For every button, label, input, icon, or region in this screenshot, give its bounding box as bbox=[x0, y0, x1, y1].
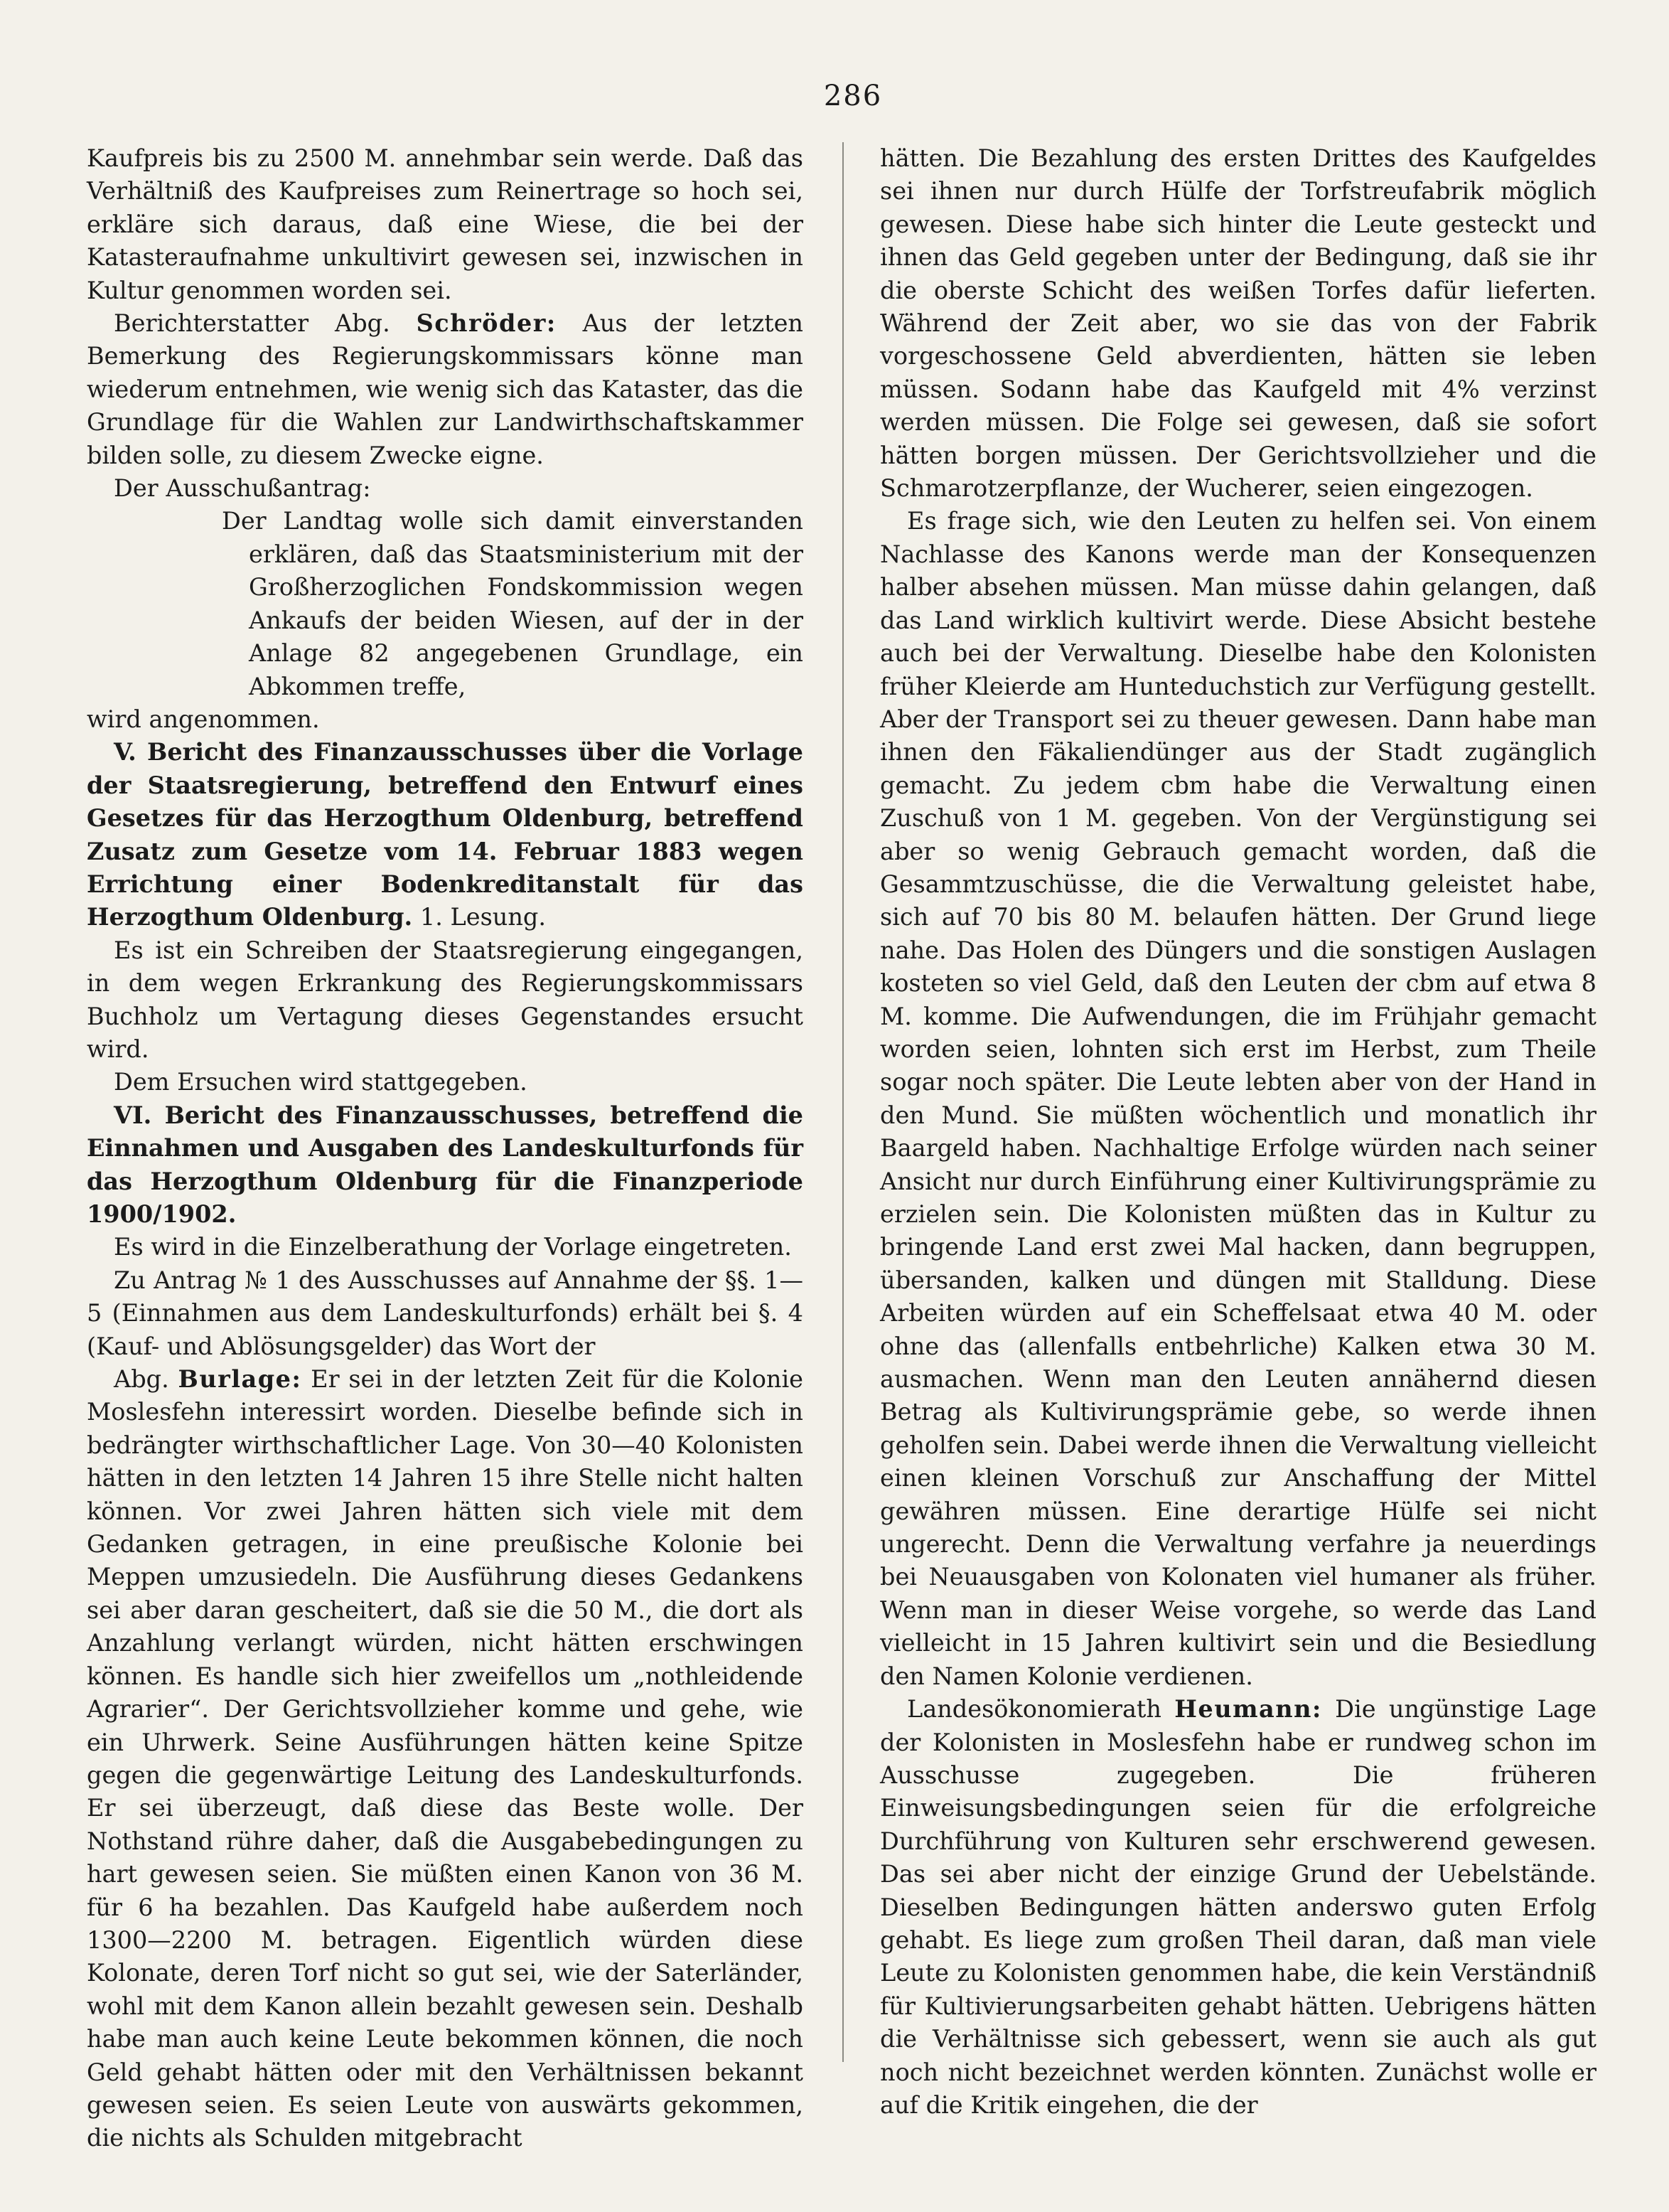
paragraph: Der Ausschußantrag: bbox=[114, 474, 371, 503]
speaker-name: Burlage: bbox=[178, 1365, 302, 1394]
speech-text: Er sei in der letzten Zeit für die Kolonie Moslesfehn interessirt worden. Dieselbe befinde sich in bedrängter wirthschaftlicher Lage. Von 30—40 Kolonisten hätten in den letzten 14 Jahren 15 ihre Stelle nicht halten können. Vor zwei Jahren hätten sich viele mit dem Gedanken getragen, in eine preußische Kolonie bei Meppen umzusiedeln. Die Ausführung dieses Gedankens sei aber daran gescheitert, daß sie die 50 M., die dort als Anzahlung verlangt würden, nicht hätten erschwingen können. Es handle sich hier zweifellos um „nothleidende Agrarier“. Der Gerichtsvollzieher komme und gehe, wie ein Uhrwerk. Seine Ausführungen hätten keine Spitze gegen die gegenwärtige Leitung des Landeskulturfonds. Er sei überzeugt, daß diese das Beste wolle. Der Nothstand rühre daher, daß die Ausgabebedingungen zu hart gewesen seien. Sie müßten einen Kanon von 36 M. für 6 ha bezahlen. Das Kaufgeld habe außerdem noch 1300—2200 M. betragen. Eigentlich würden diese Kolonate, deren Torf nicht so gut sei, wie der Saterländer, wohl mit dem Kanon allein bezahlt gewesen sein. Deshalb habe man auch keine Leute bekommen können, die noch Geld gehabt hätten oder mit den Verhältnissen bekannt gewesen seien. Es seien Leute von auswärts gekommen, die nichts als Schulden mitgebracht bbox=[87, 1365, 803, 2152]
paragraph: Zu Antrag № 1 des Ausschusses auf Annahme der §§. 1—5 (Einnahmen aus dem Landeskulturfonds) erhält bei §. 4 (Kauf- und Ablösungsgelder) das Wort der bbox=[87, 1266, 803, 1360]
paragraph: hätten. Die Bezahlung des ersten Drittes des Kaufgeldes sei ihnen nur durch Hülfe der Torfstreufabrik möglich gewesen. Diese habe sich hinter die Leute gesteckt und ihnen das Geld gegeben unter der Bedingung, daß sie ihr die oberste Schicht des weißen Torfes dafür lieferten. Während der Zeit aber, wo sie das von der Fabrik vorgeschossene Geld abverdienten, hätten sie leben müssen. Sodann habe das Kaufgeld mit 4% verzinst werden müssen. Die Folge sei gewesen, daß sie sofort hätten borgen müssen. Der Gerichtsvollzieher und die Schmarotzerpflanze, der Wucherer, seien eingezogen. bbox=[880, 144, 1596, 503]
paragraph: Es ist ein Schreiben der Staatsregierung eingegangen, in dem wegen Erkrankung des Regierungskommissars Buchholz um Vertagung dieses Gegenstandes ersucht wird. bbox=[87, 936, 803, 1063]
paragraph: Es wird in die Einzelberathung der Vorlage eingetreten. bbox=[114, 1233, 792, 1261]
paragraph: wird angenommen. bbox=[87, 705, 320, 733]
paragraph bbox=[880, 1693, 1596, 2122]
heading-text: V. Bericht des Finanzausschusses über die Vorlage der Staatsregierung, betreffend den Entwurf eines Gesetzes für das Herzogthum Oldenburg, betreffend Zusatz zum Gesetze vom 14. Februar 1883 wegen Errichtung einer Bodenkreditanstalt für das Herzogthum Oldenburg. bbox=[87, 738, 803, 931]
speaker-prefix: Landesökonomierath bbox=[907, 1695, 1161, 1724]
paragraph: Es frage sich, wie den Leuten zu helfen sei. Von einem Nachlasse des Kanons werde man der Konsequenzen halber absehen müssen. Man müsse dahin gelangen, daß das Land wirklich kultivirt werde. Diese Absicht bestehe auch bei der Verwaltung. Dieselbe habe den Kolonisten früher Kleierde am Hunteduchstich zur Verfügung gestellt. Aber der Transport sei zu theuer gewesen. Dann habe man ihnen den Fäkaliendünger aus der Stadt zugänglich gemacht. Zu jedem cbm habe die Verwaltung einen Zuschuß von 1 M. gegeben. Von der Vergünstigung sei aber so wenig Gebrauch gemacht worden, daß die Gesammtzuschüsse, die die Verwaltung geleistet habe, sich auf 70 bis 80 M. belaufen hätten. Der Grund liege nahe. Das Holen des Düngers und die sonstigen Auslagen kosteten so viel Geld, daß den Leuten der cbm auf etwa 8 M. komme. Die Aufwendungen, die im Frühjahr gemacht worden seien, lohnten sich erst im Herbst, zum Theile sogar noch später. Die Leute lebten aber von der Hand in den Mund. Sie müßten wöchentlich und monatlich ihr Baargeld haben. Nachhaltige Erfolge würden nach seiner Ansicht nur durch Einführung einer Kultivirungsprämie zu erzielen sein. Die Kolonisten müßten das in Kultur zu bringende Land erst zwei Mal hacken, dann begruppen, übersanden, kalken und düngen mit Stalldung. Diese Arbeiten würden auf ein Scheffelsaat etwa 40 M. oder ohne das (allenfalls entbehrliche) Kalken etwa 30 M. ausmachen. Wenn man den Leuten annähernd diesen Betrag als Kultivirungsprämie gebe, so werde ihnen geholfen sein. Dabei werde ihnen die Verwaltung vielleicht einen kleinen Vorschuß zur Anschaffung der Mittel gewähren müssen. Eine derartige Hülfe sei nicht ungerecht. Denn die Verwaltung verfahre ja neuerdings bei Neuausgaben von Kolonaten viel humaner als früher. Wenn man in dieser Weise vorgehe, so werde das Land vielleicht in 15 Jahren kultivirt sein und die Besiedlung den Namen Kolonie verdienen. bbox=[880, 507, 1596, 1690]
paragraph bbox=[87, 307, 803, 472]
speaker-name: Heumann: bbox=[1174, 1695, 1322, 1724]
paragraph bbox=[87, 1363, 803, 2155]
section-heading: VI. Bericht des Finanzausschusses, betreffend die Einnahmen und Ausgaben des Landeskulturfonds für das Herzogthum Oldenburg für die Finanzperiode 1900/1902. bbox=[87, 1101, 803, 1228]
paragraph: Dem Ersuchen wird stattgegeben. bbox=[114, 1068, 527, 1096]
left-column bbox=[87, 142, 803, 2155]
speaker-prefix: Berichterstatter Abg. bbox=[114, 309, 390, 338]
page-number: 286 bbox=[823, 80, 883, 112]
speaker-prefix: Abg. bbox=[114, 1365, 169, 1394]
speech-text: Die ungünstige Lage der Kolonisten in Moslesfehn habe er rundweg schon im Ausschusse zugegeben. Die früheren Einweisungsbedingungen seien für die erfolgreiche Durchführung von Kulturen sehr erschwerend gewesen. Das sei aber nicht der einzige Grund der Uebelstände. Dieselben Bedingungen hätten anderswo guten Erfolg gehabt. Es liege zum großen Theil daran, daß man viele Leute zu Kolonisten genommen habe, die kein Verständniß für Kultivierungsarbeiten gehabt hätten. Uebrigens hätten die Verhältnisse sich gebessert, wenn sie auch als gut noch nicht bezeichnet werden könnten. Zunächst wolle er auf die Kritik eingehen, die der bbox=[880, 1695, 1596, 2119]
motion-text: Der Landtag wolle sich damit einverstanden erklären, daß das Staatsministerium mit der Großherzoglichen Fondskommission wegen Ankaufs der beiden Wiesen, auf der in der Anlage 82 angegebenen Grundlage, ein Abkommen treffe, bbox=[222, 507, 803, 700]
section-heading bbox=[87, 736, 803, 934]
paragraph: Kaufpreis bis zu 2500 M. annehmbar sein werde. Daß das Verhältniß des Kaufpreises zum Reinertrage so hoch sei, erkläre sich daraus, daß eine Wiese, die bei der Katasteraufnahme unkultivirt gewesen sei, inzwischen in Kultur genommen worden sei. bbox=[87, 144, 803, 304]
speaker-name: Schröder: bbox=[416, 309, 557, 338]
right-column bbox=[880, 142, 1596, 2122]
speech-text: Aus der letzten Bemerkung des Regierungskommissars könne man wiederum entnehmen, wie wenig sich das Kataster, das die Grundlage für die Wahlen zur Landwirthschaftskammer bilden solle, zu diesem Zwecke eigne. bbox=[87, 309, 803, 469]
heading-reading: 1. Lesung. bbox=[419, 903, 547, 931]
column-divider bbox=[842, 142, 844, 2062]
